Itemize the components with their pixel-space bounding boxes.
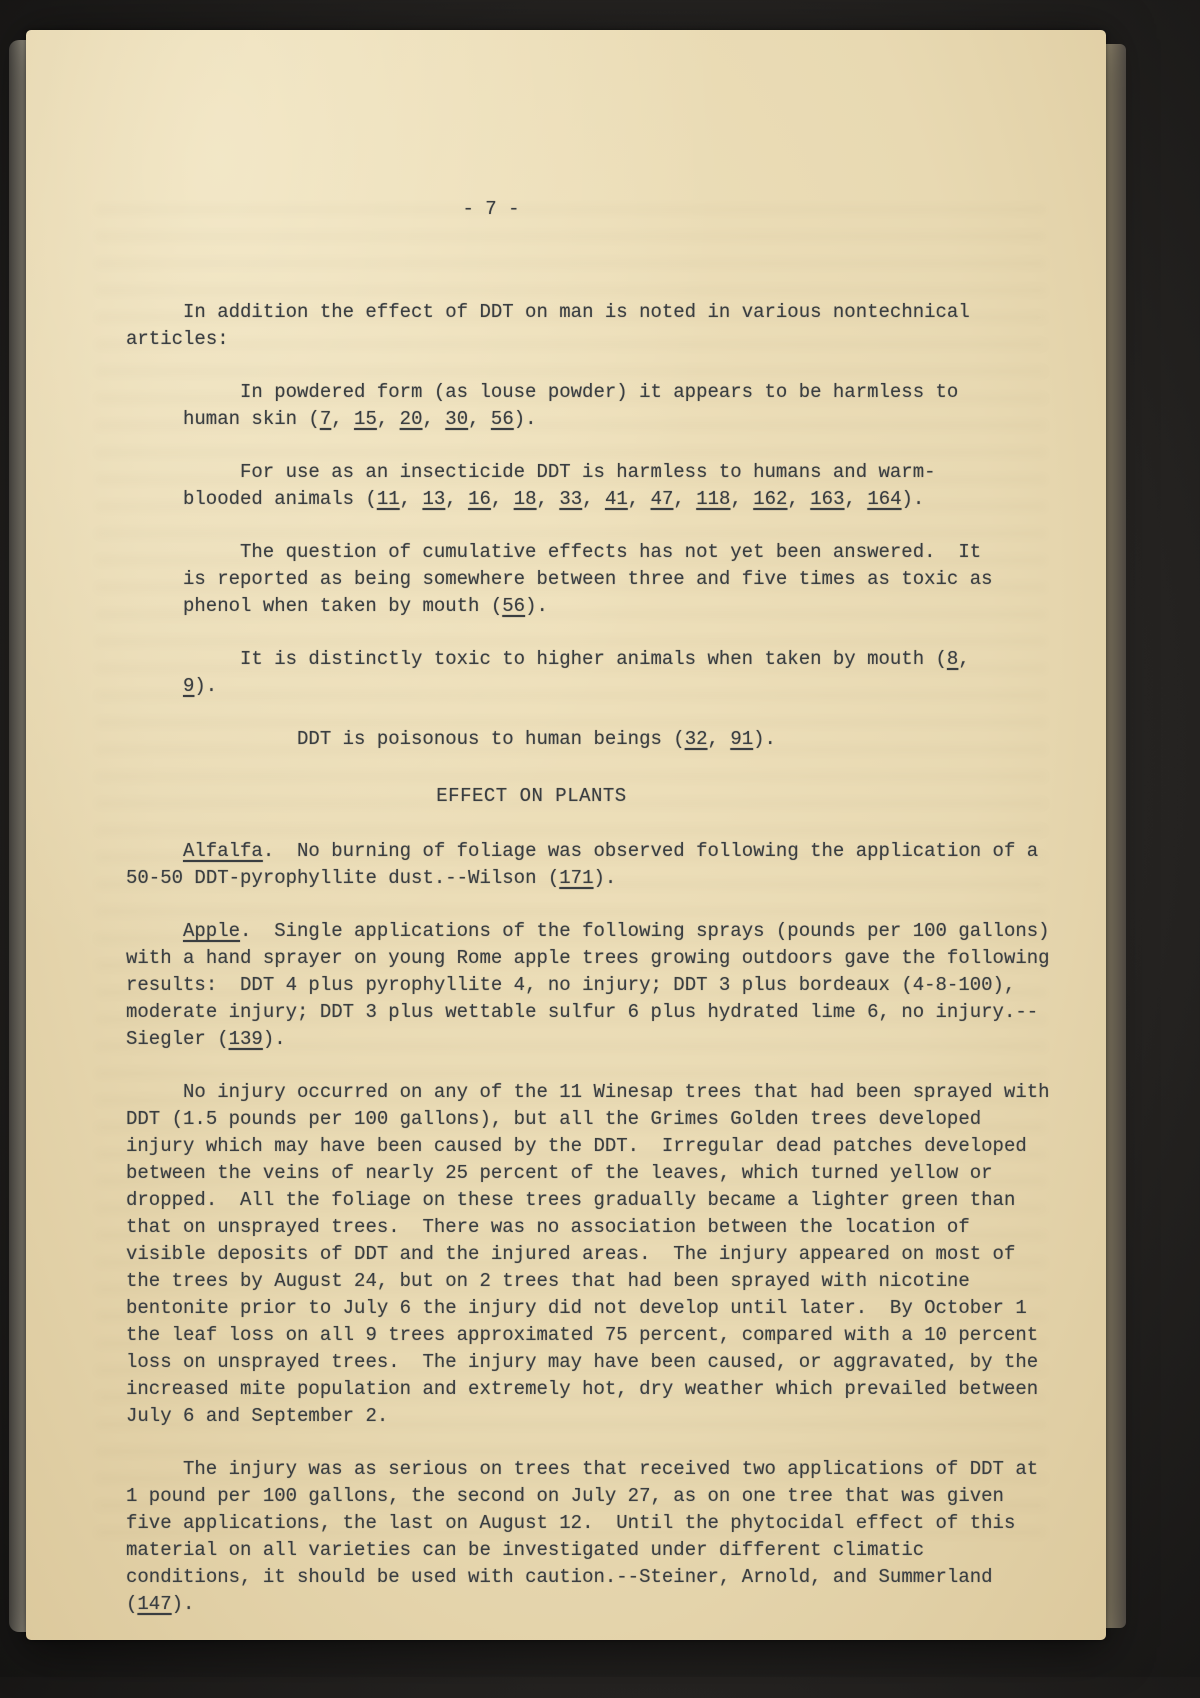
underlined-text: 15 [354, 408, 377, 430]
underlined-text: 41 [604, 488, 628, 510]
paragraph [126, 918, 1061, 1053]
underlined-text: 56 [502, 595, 526, 617]
page-number: - 7 - [462, 198, 520, 220]
text-run: DDT is poisonous to human beings ( [297, 728, 685, 750]
underlined-text: Apple [183, 920, 241, 942]
underlined-text: 56 [490, 408, 514, 430]
text-run: . Single applications of the following sprays (pounds per 100 gallons) with a hand sprayer on young Rome apple trees growing outdoors gave the following results: DDT 4 plus pyrophyllite 4, no injury; DDT 3 plus bordeaux (4-8-100), moderate injury; DDT 3 plus wettable sulfur 6 plus hydrated lime 6, no injury.--Siegler ( [126, 920, 1061, 1050]
underlined-text: 162 [753, 488, 788, 510]
section-heading [126, 783, 937, 810]
paragraph [126, 838, 1051, 892]
paragraph [183, 459, 1003, 513]
text-run: , [536, 488, 560, 510]
text-run: , [445, 488, 469, 510]
text-run: , [627, 488, 651, 510]
text-run: In powdered form (as louse powder) it appears to be harmless to human skin ( [183, 381, 970, 430]
underlined-text: 11 [376, 488, 400, 510]
underlined-text: 147 [137, 1593, 172, 1615]
text-run: The injury was as serious on trees that received two applications of DDT at 1 pound per 100 gallons, the second on July 27, as on one tree that was given five applications, the last on August 12. Until the phytocidal effect of this material on all varieties can be investigated under different climatic conditions, it should be used with caution.--Steiner, Arnold, and Summerland ( [126, 1458, 1050, 1615]
document-text [126, 142, 1061, 1698]
underlined-text: 163 [810, 488, 845, 510]
underlined-text: 32 [684, 728, 708, 750]
underlined-text: 171 [559, 867, 594, 889]
underlined-text: 9 [183, 675, 195, 697]
underlined-text: 30 [445, 408, 469, 430]
text-run: , [582, 488, 605, 510]
paragraph [126, 299, 1051, 353]
text-run: ). [513, 408, 537, 430]
text-run: , [422, 408, 446, 430]
text-run: In addition the effect of DDT on man is noted in various nontechnical articles: [126, 301, 982, 350]
underlined-text: 118 [696, 488, 731, 510]
text-run: For use as an insecticide DDT is harmless to humans and warm-blooded animals ( [183, 461, 936, 510]
text-run: It is distinctly toxic to higher animals when taken by mouth ( [240, 648, 947, 670]
underlined-text: 164 [867, 488, 902, 510]
underlined-text: 33 [559, 488, 583, 510]
text-run: , [707, 728, 731, 750]
text-run: , [673, 488, 697, 510]
text-run: ). [753, 728, 776, 750]
underlined-text: 47 [650, 488, 674, 510]
paragraph [183, 646, 1003, 700]
text-run: . No burning of foliage was observed following the application of a 50-50 DDT-pyrophyllite dust.--Wilson ( [126, 840, 1050, 889]
underlined-text: 20 [399, 408, 423, 430]
underlined-text: 91 [730, 728, 754, 750]
paragraph [183, 379, 1003, 433]
text-run: , [490, 488, 514, 510]
underlined-text: 13 [422, 488, 446, 510]
underlined-text: 7 [319, 408, 332, 430]
paragraph [183, 539, 1003, 620]
underlined-text: 16 [468, 488, 491, 510]
text-run: No injury occurred on any of the 11 Winesap trees that had been sprayed with DDT (1.5 pounds per 100 gallons), but all the Grimes Golden trees developed injury which may have been caused by the DDT. Irregular dead patches developed between the veins of nearly 25 percent of the leaves, which turned yellow or dropped. All the foliage on these trees gradually became a lighter green than that on unsprayed trees. There was no association between the location of visible deposits of DDT and the injured areas. The injury appeared on most of the trees by August 24, but on 2 trees that had been sprayed with nicotine bentonite prior to July 6 the injury did not develop until later. By October 1 the leaf loss on all 9 trees approximated 75 percent, compared with a 10 percent loss on unsprayed trees. The injury may have been caused, or aggravated, by the increased mite population and extremely hot, dry weather which prevailed between July 6 and September 2. [126, 1081, 1061, 1427]
text-run: ). [901, 488, 925, 510]
page-paper [26, 30, 1106, 1640]
underlined-text: 8 [946, 648, 959, 670]
text-run: EFFECT ON PLANTS [436, 785, 627, 807]
text-run: , [787, 488, 811, 510]
text-run: , [958, 648, 982, 670]
text-run: ). [525, 595, 548, 617]
paragraph [126, 1079, 1061, 1430]
text-run: ). [194, 675, 218, 697]
text-run: , [468, 408, 491, 430]
text-run: ). [262, 1028, 286, 1050]
paragraph [240, 726, 1051, 753]
text-run: , [331, 408, 355, 430]
text-run: , [844, 488, 868, 510]
text-run: The question of cumulative effects has not yet been answered. It is reported as being somewhere between three and five times as toxic as phenol when taken by mouth ( [183, 541, 1004, 617]
text-run: , [376, 408, 400, 430]
underlined-text: 139 [228, 1028, 263, 1050]
document-body [126, 299, 1061, 1618]
underlined-text: Alfalfa [183, 840, 263, 862]
text-run: ). [593, 867, 617, 889]
underlined-text: 18 [513, 488, 537, 510]
paragraph [126, 1456, 1051, 1618]
text-run: , [399, 488, 423, 510]
text-run: , [730, 488, 754, 510]
text-run: ). [171, 1593, 195, 1615]
